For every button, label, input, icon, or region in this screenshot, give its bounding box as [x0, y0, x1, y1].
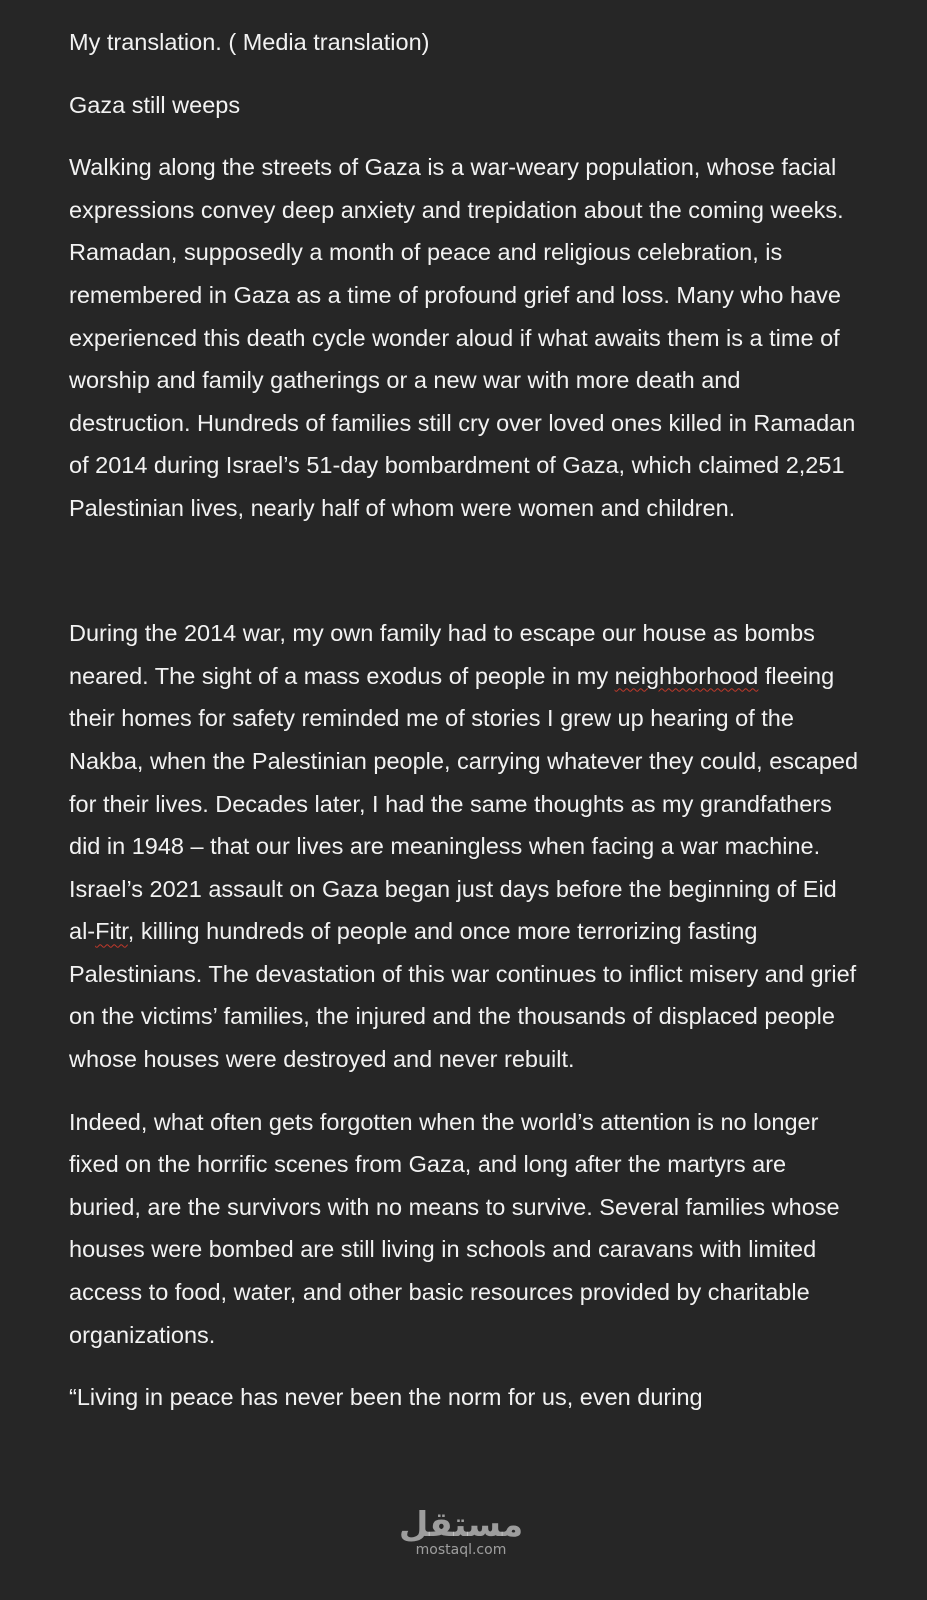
paragraph-2-text-a: During the 2014 war, my own family had to escape our house as bombs neared. The sight of a mass exodus of people in my	[69, 620, 815, 689]
empty-paragraph	[69, 550, 859, 593]
paragraph-4-partial: “Living in peace has never been the norm for us, even during	[69, 1384, 703, 1411]
spellcheck-word-neighborhood[interactable]: neighborhood	[614, 662, 759, 689]
document-heading: My translation. ( Media translation)	[69, 29, 430, 55]
watermark-site: mostaql.com	[415, 1542, 507, 1558]
document-body[interactable]	[69, 21, 859, 1439]
paragraph-3: Indeed, what often gets forgotten when the world’s attention is no longer fixed on the horrific scenes from Gaza, and long after the martyrs are buried, are the survivors with no means to survive. Several families whose houses were bombed are still living in schools and caravans with limited access to food, water, and other basic resources provided by charitable organizations.	[69, 1108, 840, 1348]
paragraph-2-text-c: , killing hundreds of people and once more terrorizing fasting Palestinians. The devastation of this war continues to inflict misery and grief on the victims’ families, the injured and the thousands of displaced people whose houses were destroyed and never rebuilt.	[69, 918, 857, 1073]
spellcheck-word-fitr[interactable]: Fitr	[95, 918, 128, 945]
paragraph-2-text-b: fleeing their homes for safety reminded me of stories I grew up hearing of the Nakba, when the Palestinian people, carrying whatever they could, escaped for their lives. Decades later, I had the same thoughts as my grandfathers did in 1948 – that our lives are meaningless when facing a war machine. Israel’s 2021 assault on Gaza began just days before the beginning of Eid al-	[69, 662, 859, 945]
watermark-logo: مستقل	[398, 1505, 524, 1545]
paragraph-1: Walking along the streets of Gaza is a war-weary population, whose facial expressions convey deep anxiety and trepidation about the coming weeks. Ramadan, supposedly a month of peace and religious celebration, is remembered in Gaza as a time of profound grief and loss. Many who have experienced this death cycle wonder aloud if what awaits them is a time of worship and family gatherings or a new war with more death and destruction. Hundreds of families still cry over loved ones killed in Ramadan of 2014 during Israel’s 51-day bombardment of Gaza, which claimed 2,251 Palestinian lives, nearly half of whom were women and children.	[69, 154, 856, 521]
mostaql-watermark	[398, 1505, 524, 1568]
document-title: Gaza still weeps	[69, 91, 241, 118]
paragraph-2	[69, 612, 859, 1081]
